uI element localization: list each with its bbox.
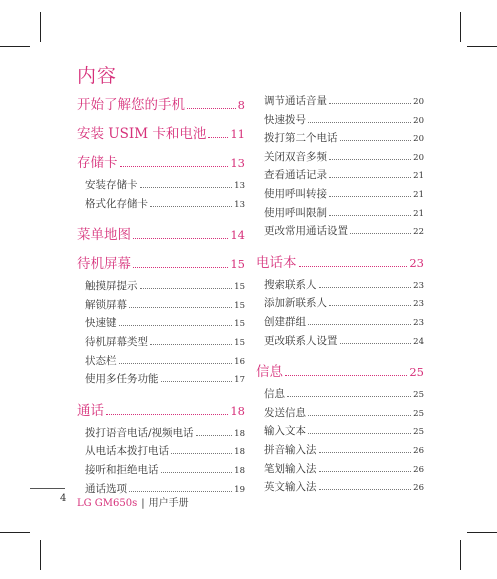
toc-label: 触摸屏提示 [85,280,138,293]
toc-page-number: 25 [413,427,424,438]
leader-dots [119,325,233,326]
leader-dots [187,108,236,109]
page-title: 内容 [77,65,118,87]
toc-page-number: 20 [413,115,424,126]
leader-dots [208,137,228,138]
toc-entry[interactable] [256,130,424,149]
toc-section[interactable] [77,93,245,113]
toc-entry[interactable] [77,371,245,390]
leader-dots [140,288,233,289]
toc-entry[interactable] [77,443,245,462]
crop-mark [460,12,461,42]
leader-dots [329,159,411,160]
toc-page-number: 26 [413,464,424,475]
toc-right-column [256,93,424,498]
toc-label: 拼音输入法 [264,443,317,456]
toc-label: 笔划输入法 [264,462,317,475]
toc-page-number: 23 [413,299,424,310]
toc-page-number: 21 [413,208,424,219]
leader-dots [161,472,233,473]
toc-page-number: 25 [409,365,424,380]
toc-label: 待机屏幕 [77,256,131,273]
toc-entry[interactable] [77,196,245,215]
toc-page-number: 20 [413,134,424,145]
leader-dots [150,206,232,207]
footer-model: LG GM650s [77,498,138,509]
toc-label: 更改联系人设置 [264,334,338,347]
leader-dots [120,166,229,167]
toc-entry[interactable] [256,93,424,112]
toc-label: 电话本 [256,254,297,271]
toc-page-number: 25 [413,390,424,401]
toc-section[interactable] [256,251,424,271]
leader-dots [106,414,228,415]
leader-dots [140,187,233,188]
toc-label: 开始了解您的手机 [77,97,185,113]
toc-entry[interactable] [256,333,424,352]
toc-label: 拨打语音电话/视频电话 [85,426,194,439]
toc-entry[interactable] [256,186,424,205]
toc-entry[interactable] [256,423,424,442]
toc-label: 使用多任务功能 [85,373,159,386]
toc-entry[interactable] [77,278,245,297]
toc-entry[interactable] [77,177,245,196]
leader-dots [329,177,411,178]
leader-dots [340,140,412,141]
toc-label: 快速键 [85,317,117,330]
toc-page-number: 21 [413,171,424,182]
toc-entry[interactable] [256,295,424,314]
toc-left-column [77,93,245,499]
toc-label: 关闭双音多频 [264,150,327,163]
toc-page-number: 8 [237,98,245,112]
toc-page-number: 20 [413,97,424,107]
leader-dots [308,122,411,123]
toc-label: 创建群组 [264,315,306,328]
toc-page-number: 22 [413,227,424,238]
leader-dots [329,305,411,306]
leader-dots [350,233,411,234]
toc-label: 使用呼叫限制 [264,206,327,219]
toc-page-number: 15 [234,300,245,311]
toc-page-number: 18 [230,403,245,418]
leader-dots [196,435,233,436]
toc-page-number: 24 [413,336,424,347]
toc-entry[interactable] [256,461,424,480]
crop-mark [40,12,41,42]
toc-label: 安装 USIM 卡和电池 [77,126,207,142]
crop-mark [0,46,30,47]
toc-entry[interactable] [256,442,424,461]
toc-label: 待机屏幕类型 [85,335,148,348]
toc-page-number: 16 [234,356,245,367]
crop-mark [467,532,497,533]
leader-dots [299,266,408,267]
toc-page-number: 17 [234,375,245,386]
toc-label: 信息 [256,364,283,381]
crop-mark [467,46,497,47]
toc-entry[interactable] [256,405,424,424]
toc-page-number: 13 [234,181,245,191]
toc-label: 菜单地图 [77,227,131,244]
toc-page-number: 14 [230,228,245,243]
toc-page-number: 13 [230,156,245,170]
leader-dots [129,491,232,492]
leader-dots [133,238,228,239]
toc-label: 添加新联系人 [264,297,327,310]
toc-label: 从电话本拨打电话 [85,445,169,458]
toc-page-number: 23 [409,255,424,270]
toc-page-number: 21 [413,189,424,200]
toc-label: 通话 [77,402,104,419]
toc-page-number: 18 [234,465,245,476]
crop-mark [0,532,30,533]
leader-dots [150,344,232,345]
toc-entry[interactable] [77,315,245,334]
toc-page-number: 23 [413,280,424,291]
toc-page-number: 15 [230,257,245,272]
toc-entry[interactable] [256,167,424,186]
toc-entry[interactable] [77,462,245,481]
toc-label: 状态栏 [85,354,117,367]
toc-page-number: 26 [413,445,424,456]
toc-label: 解锁屏幕 [85,298,127,311]
leader-dots [285,375,407,376]
toc-page-number: 19 [234,484,245,495]
toc-entry[interactable] [256,223,424,242]
toc-entry[interactable] [77,334,245,353]
leader-dots [329,103,411,104]
leader-dots [319,452,412,453]
toc-label: 使用呼叫转接 [264,187,327,200]
toc-page-number: 26 [413,483,424,494]
toc-page-number: 18 [234,428,245,439]
toc-label: 快速拨号 [264,113,306,126]
toc-label: 调节通话音量 [264,95,327,107]
crop-mark [460,540,461,570]
leader-dots [129,307,232,308]
toc-label: 发送信息 [264,406,306,419]
toc-entry[interactable] [77,297,245,316]
toc-page-number: 15 [234,282,245,293]
toc-label: 通话选项 [85,482,127,495]
footer-manual: 用户手册 [148,498,189,509]
toc-entry[interactable] [77,353,245,372]
page-number: 4 [60,493,67,504]
toc-label: 信息 [264,388,285,401]
toc-entry[interactable] [256,112,424,131]
crop-mark [40,540,41,570]
leader-dots [308,433,411,434]
footer-separator: | [141,498,145,509]
leader-dots [171,453,232,454]
footer-rule [30,488,65,489]
toc-section[interactable] [77,252,245,272]
leader-dots [319,287,412,288]
toc-section[interactable] [77,151,245,171]
leader-dots [319,471,412,472]
leader-dots [319,489,412,490]
leader-dots [161,381,233,382]
toc-label: 更改常用通话设置 [264,225,348,238]
toc-label: 查看通话记录 [264,169,327,182]
leader-dots [308,324,411,325]
toc-page-number: 11 [230,127,245,141]
toc-entry[interactable] [256,479,424,498]
toc-label: 安装存储卡 [85,179,138,191]
toc-entry[interactable] [256,386,424,405]
toc-label: 输入文本 [264,425,306,438]
toc-page-number: 25 [413,408,424,419]
leader-dots [133,267,228,268]
toc-section[interactable] [77,223,245,243]
toc-page-number: 23 [413,317,424,328]
toc-section[interactable] [77,122,245,142]
leader-dots [340,343,412,344]
leader-dots [308,415,411,416]
footer [77,494,189,509]
toc-page-number: 20 [413,152,424,163]
toc-entry[interactable] [256,277,424,296]
toc-section[interactable] [256,360,424,380]
toc-label: 存储卡 [77,155,118,171]
leader-dots [329,196,411,197]
toc-page-number: 13 [234,199,245,210]
toc-label: 英文输入法 [264,481,317,494]
toc-entry[interactable] [256,149,424,168]
toc-label: 格式化存储卡 [85,197,148,210]
leader-dots [119,363,233,364]
toc-label: 接听和拒绝电话 [85,463,159,476]
toc-entry[interactable] [256,205,424,224]
leader-dots [329,215,411,216]
toc-page-number: 15 [234,319,245,330]
toc-page-number: 18 [234,447,245,458]
toc-section[interactable] [77,399,245,419]
toc-label: 搜索联系人 [264,278,317,291]
toc-label: 拨打第二个电话 [264,132,338,145]
leader-dots [287,396,411,397]
toc-entry[interactable] [77,425,245,444]
toc-entry[interactable] [256,314,424,333]
toc-page-number: 15 [234,337,245,348]
